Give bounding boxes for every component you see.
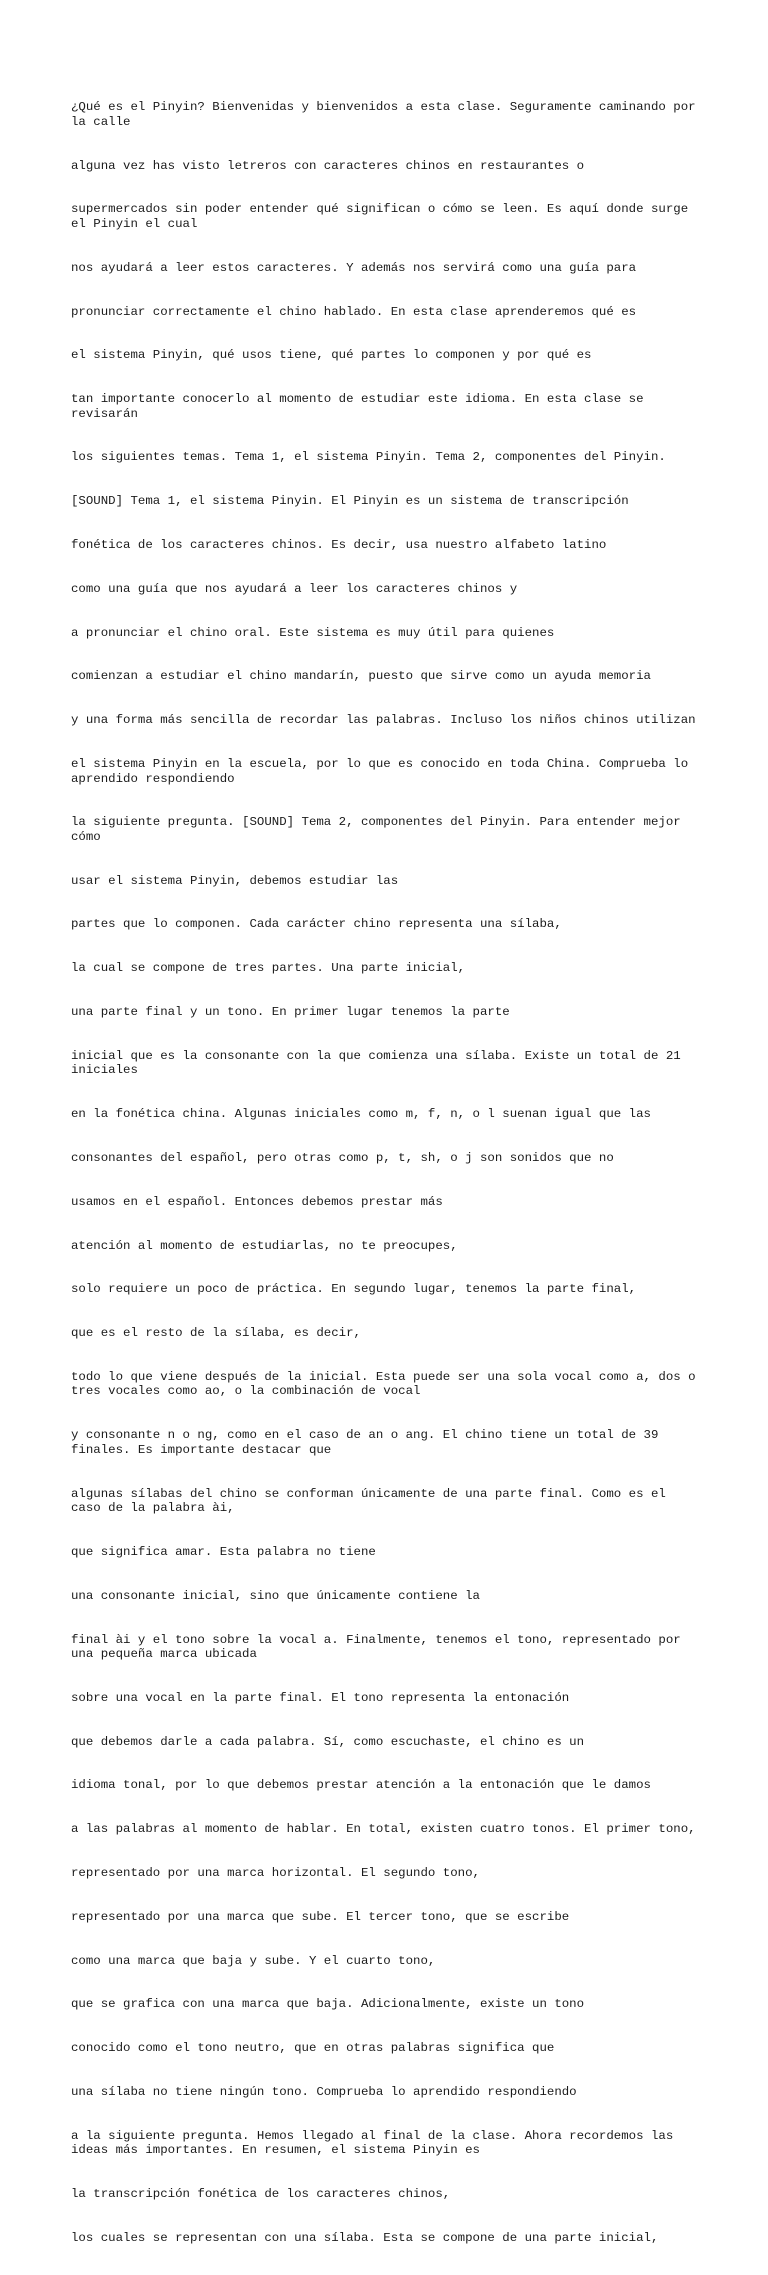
text-line: a la siguiente pregunta. Hemos llegado al final de la clase. Ahora recordemos las ideas más importantes. En resumen, el sistema Pinyin es bbox=[71, 2128, 681, 2158]
text-line: partes que lo componen. Cada carácter chino representa una sílaba, bbox=[71, 917, 562, 932]
text-line: fonética de los caracteres chinos. Es decir, usa nuestro alfabeto latino bbox=[71, 538, 607, 552]
text-line: el sistema Pinyin en la escuela, por lo que es conocido en toda China. Comprueba lo aprendido respondiendo bbox=[71, 756, 696, 786]
text-line: los cuales se representan con una sílaba. Esta se compone de una parte inicial, bbox=[71, 2230, 659, 2245]
text-line: conocido como el tono neutro, que en otras palabras significa que bbox=[71, 2041, 555, 2056]
text-line: la siguiente pregunta. [SOUND] Tema 2, componentes del Pinyin. Para entender mejor cómo bbox=[71, 815, 689, 844]
transcript-text bbox=[71, 71, 703, 2275]
text-line: usamos en el español. Entonces debemos prestar más bbox=[71, 1194, 443, 1209]
text-line: los siguientes temas. Tema 1, el sistema Pinyin. Tema 2, componentes del Pinyin. bbox=[71, 450, 666, 465]
text-line: usar el sistema Pinyin, debemos estudiar las bbox=[71, 873, 399, 888]
text-line: a las palabras al momento de hablar. En total, existen cuatro tonos. El primer tono, bbox=[71, 1822, 696, 1837]
text-line: ¿Qué es el Pinyin? Bienvenidas y bienvenidos a esta clase. Seguramente caminando por la calle bbox=[71, 100, 704, 129]
text-line: que se grafica con una marca que baja. Adicionalmente, existe un tono bbox=[71, 1997, 585, 2012]
text-line: final ài y el tono sobre la vocal a. Finalmente, tenemos el tono, representado por una pequeña marca ubicada bbox=[71, 1632, 689, 1662]
text-line: supermercados sin poder entender qué significan o cómo se leen. Es aquí donde surge el Pinyin el cual bbox=[71, 202, 696, 231]
text-line: la transcripción fonética de los caracteres chinos, bbox=[71, 2187, 451, 2202]
text-line: y una forma más sencilla de recordar las palabras. Incluso los niños chinos utilizan bbox=[71, 713, 696, 728]
text-line: alguna vez has visto letreros con caracteres chinos en restaurantes o bbox=[71, 158, 585, 173]
text-line: representado por una marca que sube. El tercer tono, que se escribe bbox=[71, 1909, 570, 1924]
text-line: en la fonética china. Algunas iniciales como m, f, n, o l suenan igual que las bbox=[71, 1107, 651, 1122]
text-line: que es el resto de la sílaba, es decir, bbox=[71, 1326, 361, 1341]
text-line: comienzan a estudiar el chino mandarín, puesto que sirve como un ayuda memoria bbox=[71, 669, 651, 684]
text-line: como una guía que nos ayudará a leer los caracteres chinos y bbox=[71, 581, 518, 596]
text-line: representado por una marca horizontal. El segundo tono, bbox=[71, 1866, 480, 1881]
text-line: nos ayudará a leer estos caracteres. Y además nos servirá como una guía para bbox=[71, 260, 637, 275]
text-line: pronunciar correctamente el chino hablado. En esta clase aprenderemos qué es bbox=[71, 304, 637, 319]
text-line: atención al momento de estudiarlas, no te preocupes, bbox=[71, 1238, 458, 1253]
text-line: una consonante inicial, sino que únicamente contiene la bbox=[71, 1588, 480, 1603]
text-line: solo requiere un poco de práctica. En segundo lugar, tenemos la parte final, bbox=[71, 1282, 637, 1297]
text-line: inicial que es la consonante con la que comienza una sílaba. Existe un total de 21 iniciales bbox=[71, 1048, 689, 1078]
text-line: consonantes del español, pero otras como p, t, sh, o j son sonidos que no bbox=[71, 1150, 614, 1165]
text-line: a pronunciar el chino oral. Este sistema es muy útil para quienes bbox=[71, 625, 555, 640]
text-line: una sílaba no tiene ningún tono. Comprueba lo aprendido respondiendo bbox=[71, 2084, 577, 2099]
text-line: que significa amar. Esta palabra no tiene bbox=[71, 1544, 376, 1559]
text-line: [SOUND] Tema 1, el sistema Pinyin. El Pinyin es un sistema de transcripción bbox=[71, 494, 629, 509]
text-line: idioma tonal, por lo que debemos prestar atención a la entonación que le damos bbox=[71, 1778, 651, 1793]
text-line: que debemos darle a cada palabra. Sí, como escuchaste, el chino es un bbox=[71, 1734, 585, 1749]
text-line: el sistema Pinyin, qué usos tiene, qué partes lo componen y por qué es bbox=[71, 348, 592, 363]
text-line: algunas sílabas del chino se conforman únicamente de una parte final. Como es el caso de la palabra ài, bbox=[71, 1486, 674, 1516]
text-line: la cual se compone de tres partes. Una parte inicial, bbox=[71, 961, 466, 976]
text-line: y consonante n o ng, como en el caso de an o ang. El chino tiene un total de 39 finales. Es importante destacar que bbox=[71, 1428, 666, 1457]
text-line: sobre una vocal en la parte final. El tono representa la entonación bbox=[71, 1690, 570, 1705]
text-line: una parte final y un tono. En primer lugar tenemos la parte bbox=[71, 1005, 510, 1019]
text-line: tan importante conocerlo al momento de estudiar este idioma. En esta clase se revisarán bbox=[71, 392, 651, 421]
text-line: todo lo que viene después de la inicial. Esta puede ser una sola vocal como a, dos o tres vocales como ao, o la combinación de vocal bbox=[71, 1369, 704, 1399]
text-line: como una marca que baja y sube. Y el cuarto tono, bbox=[71, 1953, 436, 1968]
